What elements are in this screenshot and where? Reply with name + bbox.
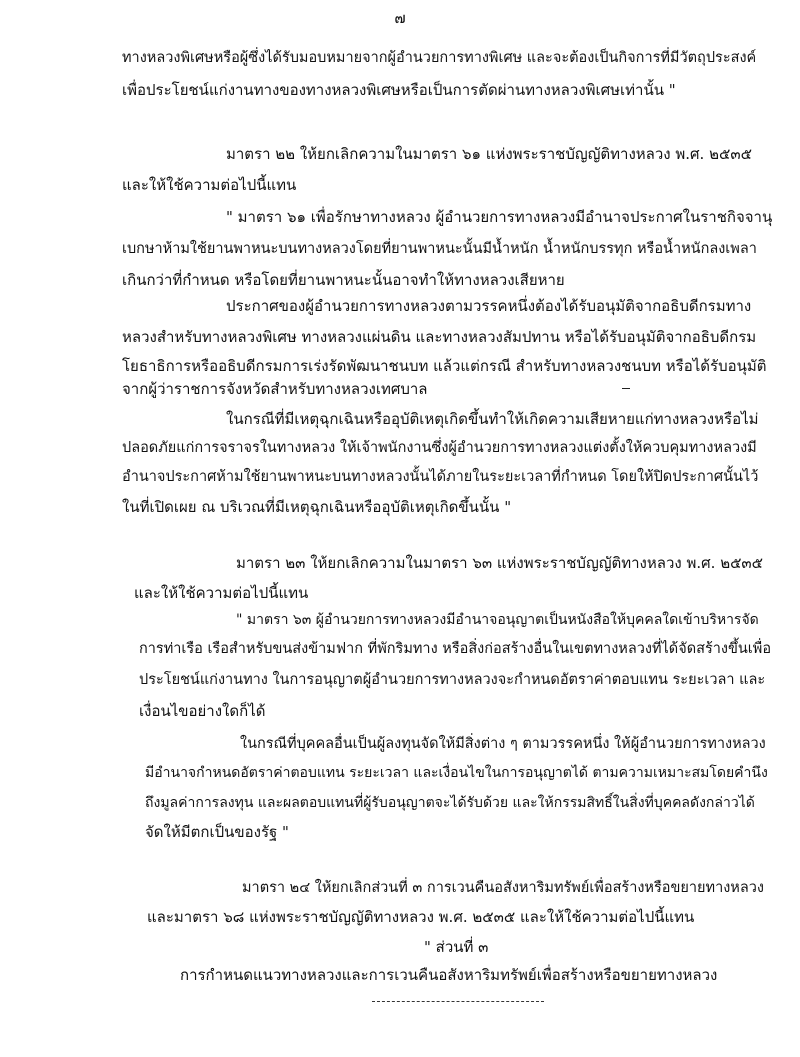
text-line: ถึงมูลค่าการลงทุน และผลตอบแทนที่ผู้รับอนุญาตจะได้รับด้วย และให้กรรมสิทธิ์ในสิ่งที่บุคคลดังกล่าวได้ (145, 795, 755, 811)
part-title: การกำหนดแนวทางหลวงและการเวนคืนอสังหาริมทรัพย์เพื่อสร้างหรือขยายทางหลวง (180, 966, 718, 984)
text-line: มีอำนาจกำหนดอัตราค่าตอบแทน ระยะเวลา และเงื่อนไขในการอนุญาตได้ ตามความเหมาะสมโดยคำนึง (145, 765, 768, 781)
text-line: และให้ใช้ความต่อไปนี้แทน (134, 584, 309, 602)
text-line: จัดให้มีตกเป็นของรัฐ " (145, 823, 289, 841)
text-line: การท่าเรือ เรือสำหรับขนส่งข้ามฟาก ที่พักริมทาง หรือสิ่งก่อสร้างอื่นในเขตทางหลวงที่ได้จัดสร้างขึ้นเพื่อ (139, 641, 772, 657)
section-heading-22: มาตรา ๒๒ ให้ยกเลิกความในมาตรา ๖๑ แห่งพระราชบัญญัติทางหลวง พ.ศ. ๒๕๓๕ (226, 145, 752, 163)
text-line: ประกาศของผู้อำนวยการทางหลวงตามวรรคหนึ่งต้องได้รับอนุมัติจากอธิบดีกรมทาง (226, 297, 752, 315)
text-line: จากผู้ว่าราชการจังหวัดสำหรับทางหลวงเทศบาล (122, 380, 428, 398)
section-heading-23: มาตรา ๒๓ ให้ยกเลิกความในมาตรา ๖๓ แห่งพระราชบัญญัติทางหลวง พ.ศ. ๒๕๓๕ (236, 554, 764, 572)
text-line: เงื่อนไขอย่างใดก็ได้ (139, 702, 266, 720)
text-line: " มาตรา ๖๓ ผู้อำนวยการทางหลวงมีอำนาจอนุญาตเป็นหนังสือให้บุคคลใดเข้าบริหารจัด (236, 612, 759, 628)
end-divider (372, 1001, 544, 1002)
stray-mark (622, 388, 630, 389)
text-line: และมาตรา ๖๘ แห่งพระราชบัญญัติทางหลวง พ.ศ. ๒๕๓๕ และให้ใช้ความต่อไปนี้แทน (147, 908, 695, 926)
text-line: ในกรณีที่บุคคลอื่นเป็นผู้ลงทุนจัดให้มีสิ่งต่าง ๆ ตามวรรคหนึ่ง ให้ผู้อำนวยการทางหลวง (240, 736, 766, 752)
text-line: ในกรณีที่มีเหตุฉุกเฉินหรืออุบัติเหตุเกิดขึ้นทำให้เกิดความเสียหายแก่ทางหลวงหรือไม่ (226, 410, 759, 428)
text-line: และให้ใช้ความต่อไปนี้แทน (122, 176, 297, 194)
text-line: หลวงสำหรับทางหลวงพิเศษ ทางหลวงแผ่นดิน และทางหลวงสัมปทาน หรือได้รับอนุมัติจากอธิบดีกรม (122, 328, 757, 346)
section-heading-24: มาตรา ๒๔ ให้ยกเลิกส่วนที่ ๓ การเวนคืนอสังหาริมทรัพย์เพื่อสร้างหรือขยายทางหลวง (242, 880, 764, 896)
text-line: ประโยชน์แก่งานทาง ในการอนุญาตผู้อำนวยการทางหลวงจะกำหนดอัตราค่าตอบแทน ระยะเวลา และ (139, 672, 766, 688)
page-number: ๗ (394, 9, 406, 27)
text-line: เบกษาห้ามใช้ยานพาหนะบนทางหลวงโดยที่ยานพาหนะนั้นมีน้ำหนัก น้ำหนักบรรทุก หรือน้ำหนักลงเพลา (122, 241, 757, 257)
text-line: ในที่เปิดเผย ณ บริเวณที่มีเหตุฉุกเฉินหรืออุบัติเหตุเกิดขึ้นนั้น " (122, 498, 512, 516)
text-line: เกินกว่าที่กำหนด หรือโดยที่ยานพาหนะนั้นอาจทำให้ทางหลวงเสียหาย (122, 271, 565, 289)
text-line: โยธาธิการหรืออธิบดีกรมการเร่งรัดพัฒนาชนบท แล้วแต่กรณี สำหรับทางหลวงชนบท หรือได้รับอนุมัติ (122, 357, 767, 375)
text-line: ทางหลวงพิเศษหรือผู้ซึ่งได้รับมอบหมายจากผู้อำนวยการทางพิเศษ และจะต้องเป็นกิจการที่มีวัตถุประสงค์ (122, 50, 757, 66)
text-line: อำนาจประกาศห้ามใช้ยานพาหนะบนทางหลวงนั้นได้ภายในระยะเวลาที่กำหนด โดยให้ปิดประกาศนั้นไว้ (122, 469, 759, 485)
text-line: " มาตรา ๖๑ เพื่อรักษาทางหลวง ผู้อำนวยการทางหลวงมีอำนาจประกาศในราชกิจจานุ (226, 208, 773, 226)
text-line: ปลอดภัยแก่การจราจรในทางหลวง ให้เจ้าพนักงานซึ่งผู้อำนวยการทางหลวงแต่งตั้งให้ควบคุมทางหลวงมี (122, 440, 757, 456)
part-heading: " ส่วนที่ ๓ (424, 938, 489, 956)
text-line: เพื่อประโยชน์แก่งานทางของทางหลวงพิเศษหรือเป็นการตัดผ่านทางหลวงพิเศษเท่านั้น " (122, 81, 676, 99)
